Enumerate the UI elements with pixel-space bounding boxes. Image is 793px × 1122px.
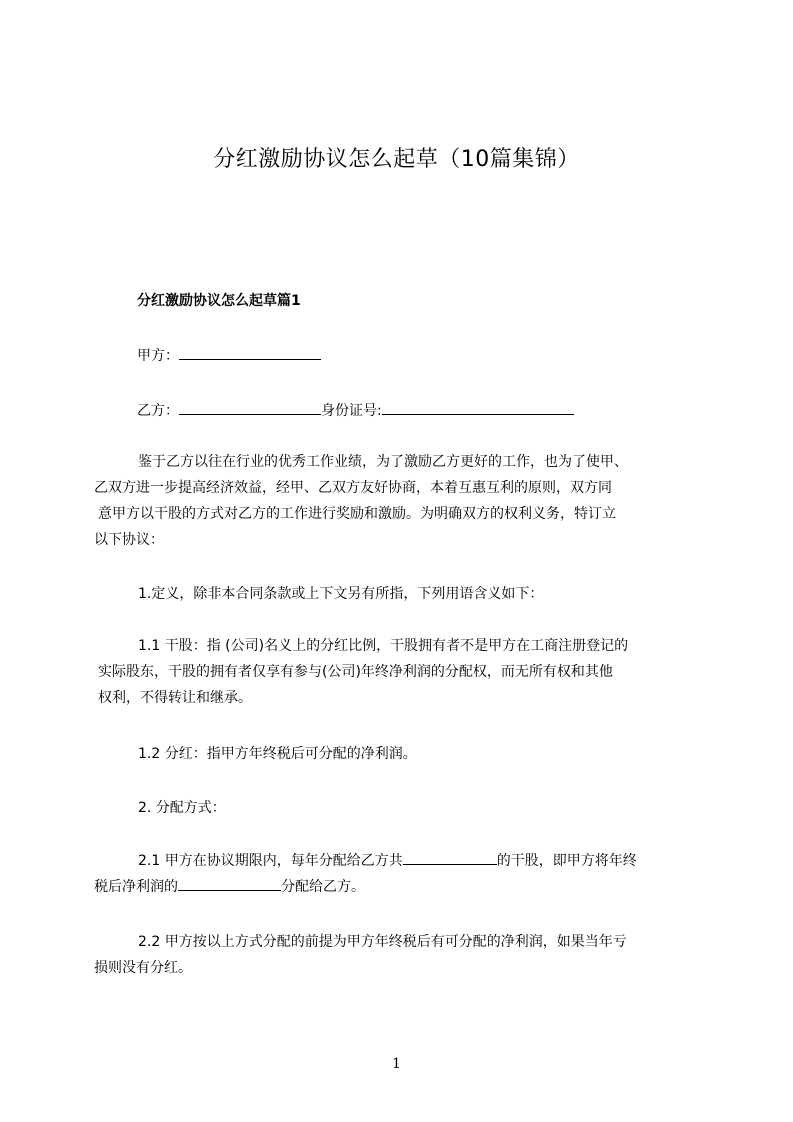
party-b-label: 乙方： (137, 403, 179, 419)
id-blank (382, 400, 574, 415)
party-b-line (137, 400, 574, 420)
clause-2-2-line: 2.2 甲方按以上方式分配的前提为甲方年终税后有可分配的净利润，如果当年亏 (138, 934, 627, 950)
clause-1-2-text: 1.2 分红：指甲方年终税后可分配的净利润。 (138, 746, 417, 762)
page-number: 1 (392, 1056, 401, 1072)
party-a-line (137, 345, 321, 365)
preamble-line: 乙双方进一步提高经济效益，经甲、乙双方友好协商，本着互惠互利的原则，双方同 (94, 480, 612, 496)
clause-2-text: 2. 分配方式： (138, 800, 226, 816)
clause-1 (94, 581, 706, 607)
clause-2-1-text-c: 税后净利润的 (94, 879, 178, 895)
preamble-line: 鉴于乙方以往在行业的优秀工作业绩，为了激励乙方更好的工作，也为了使甲、 (138, 454, 628, 470)
party-b-blank (179, 400, 321, 415)
clause-1-1-line: 权利，不得转让和继承。 (98, 690, 252, 706)
clause-2 (94, 795, 706, 821)
profit-blank (178, 876, 281, 891)
clause-1-1-line: 实际股东，干股的拥有者仅享有参与(公司)年终净利润的分配权，而无所有权和其他 (98, 664, 613, 680)
section-heading: 分红激励协议怎么起草篇1 (137, 293, 301, 309)
clause-2-1-line (94, 874, 706, 900)
clause-1-2 (94, 741, 706, 767)
clause-2-1-text-a: 2.1 甲方在协议期限内，每年分配给乙方共 (138, 853, 403, 869)
preamble-line: 以下协议： (94, 532, 164, 548)
clause-2-1-line (94, 848, 706, 874)
document-title: 分红激励协议怎么起草（10篇集锦） (213, 147, 580, 172)
party-a-label: 甲方： (137, 348, 179, 364)
id-label: 身份证号: (321, 403, 382, 419)
preamble-line: 意甲方以干股的方式对乙方的工作进行奖励和激励。为明确双方的权利义务，特订立 (98, 506, 616, 522)
party-a-blank (179, 345, 321, 360)
share-blank (403, 850, 497, 865)
clause-2-1 (94, 848, 706, 900)
clause-2-2-line: 损则没有分红。 (94, 960, 192, 976)
clause-1-1 (94, 633, 706, 711)
preamble-paragraph (94, 449, 706, 553)
clause-2-2 (94, 929, 706, 981)
clause-2-1-text-d: 分配给乙方。 (281, 879, 365, 895)
clause-1-1-line: 1.1 干股：指 (公司)名义上的分红比例，干股拥有者不是甲方在工商注册登记的 (138, 638, 629, 654)
clause-1-text: 1.定义，除非本合同条款或上下文另有所指，下列用语含义如下： (138, 586, 544, 602)
clause-2-1-text-b: 的干股，即甲方将年终 (496, 853, 637, 869)
